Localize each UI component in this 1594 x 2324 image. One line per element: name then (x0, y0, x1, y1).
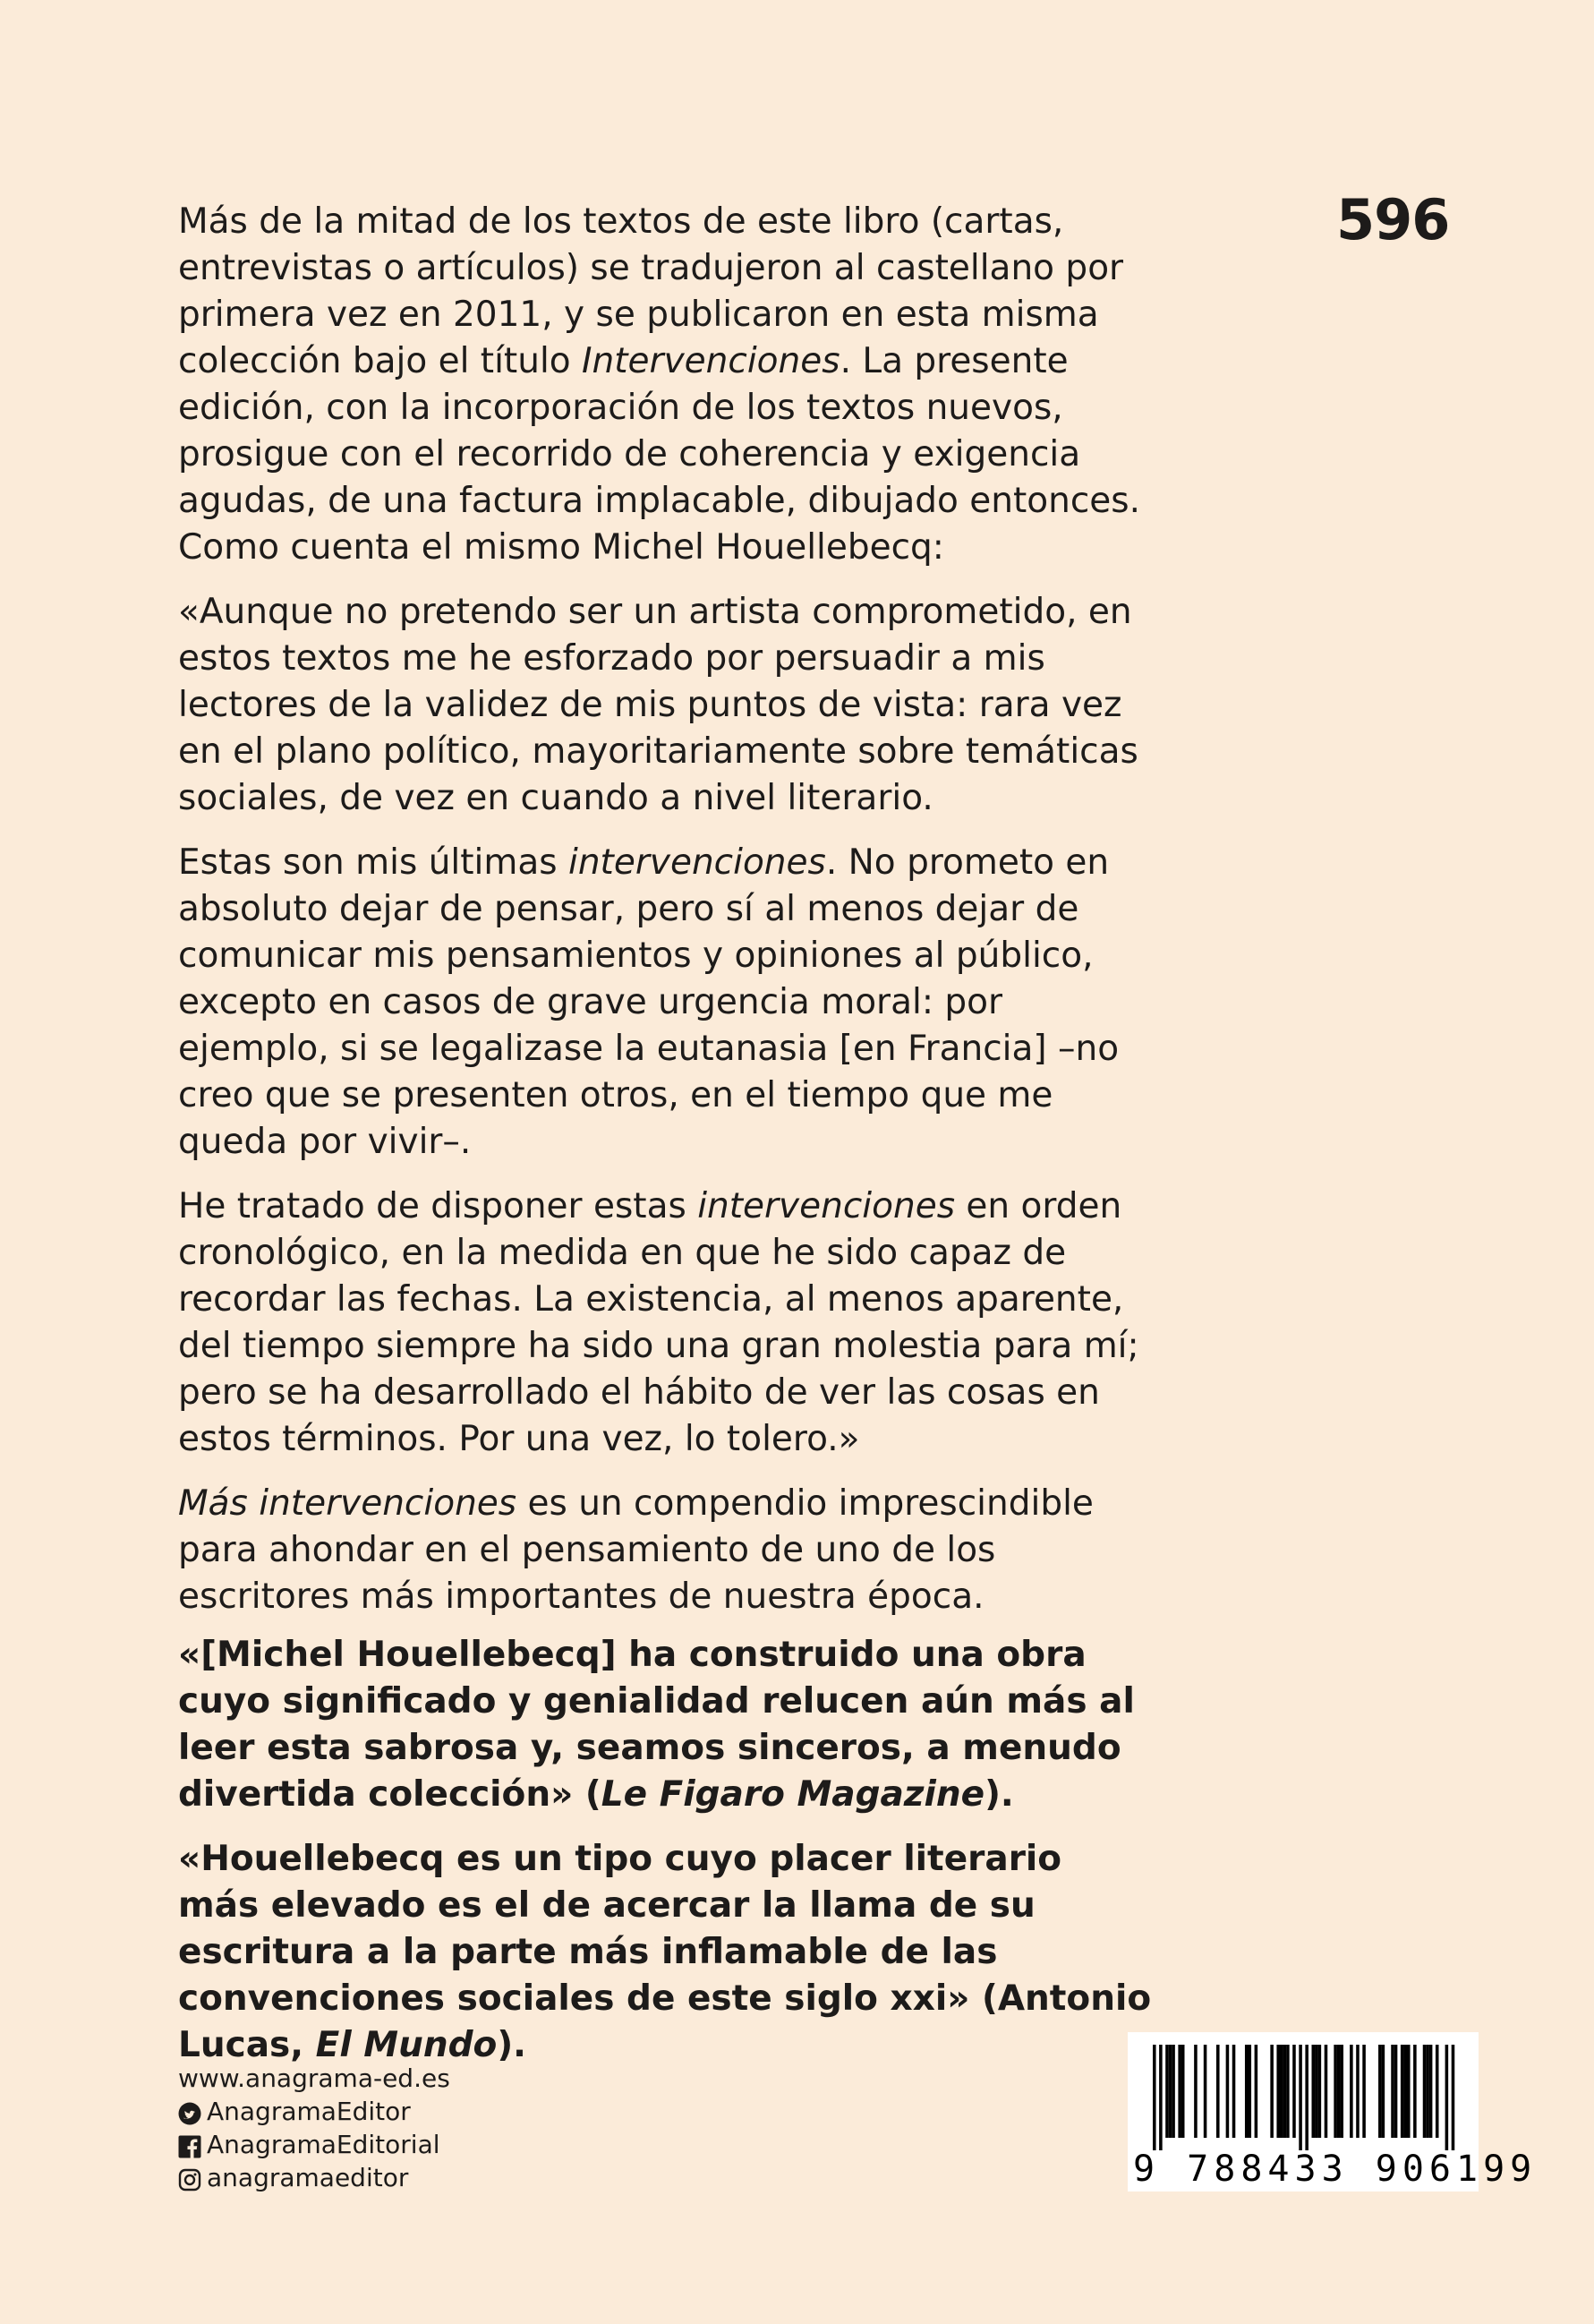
barcode-bar (1178, 2045, 1181, 2138)
barcode-bar (1350, 2045, 1353, 2138)
blurb-paragraph-4: He tratado de disponer estas intervenciones en orden cronológico, en la medida en que he sido capaz de recordar las fechas. La existencia, al menos aparente, del tiempo siempre ha sido una gran molestia para mí; pero se ha desarrollado el hábito de ver las cosas en estos términos. Por una vez, lo tolero.» (178, 1186, 1139, 1459)
barcode-bar (1452, 2045, 1455, 2150)
barcode-bar (1216, 2045, 1220, 2138)
barcode-bar (1340, 2045, 1343, 2138)
barcode-bar (1413, 2045, 1417, 2138)
barcode-bar (1181, 2045, 1185, 2138)
barcode-bar (1159, 2045, 1163, 2150)
barcode-bar (1403, 2045, 1407, 2138)
barcode-bar (1292, 2045, 1296, 2138)
barcode-bar (1423, 2045, 1427, 2138)
barcode-bar (1394, 2045, 1398, 2138)
barcode-bar (1429, 2045, 1433, 2138)
barcode-bar (1391, 2045, 1394, 2138)
barcode-bar (1312, 2045, 1316, 2138)
barcode-bar (1153, 2045, 1156, 2150)
barcode-bar (1318, 2045, 1322, 2138)
barcode-bar (1255, 2045, 1258, 2138)
blurb-paragraph-3: Estas son mis últimas intervenciones. No prometo en absoluto dejar de pensar, pero sí al menos dejar de comunicar mis pensamientos y opiniones al público, excepto en casos de grave urgencia moral: por ejemplo, si se legalizase la eutanasia [en Francia] –no creo que se presenten otros, en el tiempo que me queda por vivir–. (178, 842, 1120, 1162)
isbn-digits: 9 788433 906199 (1133, 2149, 1538, 2190)
blurb-paragraph-1: Más de la mitad de los textos de este libro (cartas, entrevistas o artículos) se tradujeron al castellano por primera vez en 2011, y se publicaron en esta misma colección bajo el título Intervenciones. La presente edición, con la incorporación de los textos nuevos, prosigue con el recorrido de coherencia y exigencia agudas, de una factura implacable, dibujado entonces. Como cuenta el mismo Michel Houellebecq: (178, 201, 1141, 568)
barcode-bar (1204, 2045, 1207, 2138)
barcode-bar (1283, 2045, 1287, 2138)
barcode-bar (1337, 2045, 1341, 2138)
barcode-bar (1325, 2045, 1328, 2138)
barcode-bar (1315, 2045, 1318, 2138)
facebook-icon (178, 2133, 201, 2157)
barcode-bar (1165, 2045, 1169, 2138)
barcode-bar (1232, 2045, 1236, 2138)
series-number: 596 (1336, 187, 1450, 252)
publisher-links (178, 2062, 450, 2194)
back-cover-blurb (178, 199, 1154, 1638)
barcode-bar (1172, 2045, 1175, 2138)
barcode-bar (1382, 2045, 1385, 2138)
barcode-bar (1445, 2045, 1449, 2150)
isbn-barcode (1128, 2032, 1538, 2192)
barcode-bar (1334, 2045, 1337, 2138)
barcode-bar (1362, 2045, 1366, 2138)
press-quote-figaro: «[Michel Houellebecq] ha construido una obra cuyo significado y genialidad relucen aún más al leer esta sabrosa y, seamos sinceros, a menudo divertida colección» (Le Figaro Magazine). (178, 1635, 1135, 1815)
barcode-bar (1226, 2045, 1230, 2138)
press-quotes (178, 1632, 1154, 2087)
barcode-bar (1270, 2045, 1274, 2138)
barcode-bar (1305, 2045, 1308, 2150)
barcode-bar (1356, 2045, 1360, 2138)
barcode-bar (1249, 2045, 1252, 2138)
barcode-bar (1299, 2045, 1302, 2150)
barcode-bar (1286, 2045, 1290, 2138)
barcode-bar (1194, 2045, 1198, 2138)
barcode-bar (1245, 2045, 1249, 2138)
barcode-bar (1280, 2045, 1283, 2138)
facebook-link[interactable]: AnagramaEditorial (178, 2128, 450, 2161)
twitter-icon (178, 2100, 201, 2123)
barcode-bar (1426, 2045, 1429, 2138)
barcode-bar (1407, 2045, 1411, 2138)
barcode-bar (1169, 2045, 1172, 2138)
blurb-paragraph-5: Más intervenciones es un compendio imprescindible para ahondar en el pensamiento de uno de los escritores más importantes de nuestra época. (178, 1483, 1094, 1617)
barcode-bar (1378, 2045, 1382, 2138)
barcode-bar (1401, 2045, 1404, 2138)
twitter-link[interactable]: AnagramaEditor (178, 2095, 450, 2128)
barcode-bar (1436, 2045, 1439, 2138)
blurb-paragraph-2: «Aunque no pretendo ser un artista comprometido, en estos textos me he esforzado por persuadir a mis lectores de la validez de mis puntos de vista: rara vez en el plano político, mayoritariamente sobre temáticas sociales, de vez en cuando a nivel literario. (178, 592, 1138, 818)
barcode-bar (1276, 2045, 1280, 2138)
press-quote-el-mundo: «Houellebecq es un tipo cuyo placer literario más elevado es el de acercar la llama de su escritura a la parte más inflamable de las convenciones sociales de este siglo xxi» (Antonio Lucas, El Mundo). (178, 1839, 1152, 2065)
instagram-link[interactable]: anagramaeditor (178, 2161, 450, 2194)
website-link[interactable]: www.anagrama-ed.es (178, 2063, 450, 2093)
instagram-icon (178, 2166, 201, 2190)
